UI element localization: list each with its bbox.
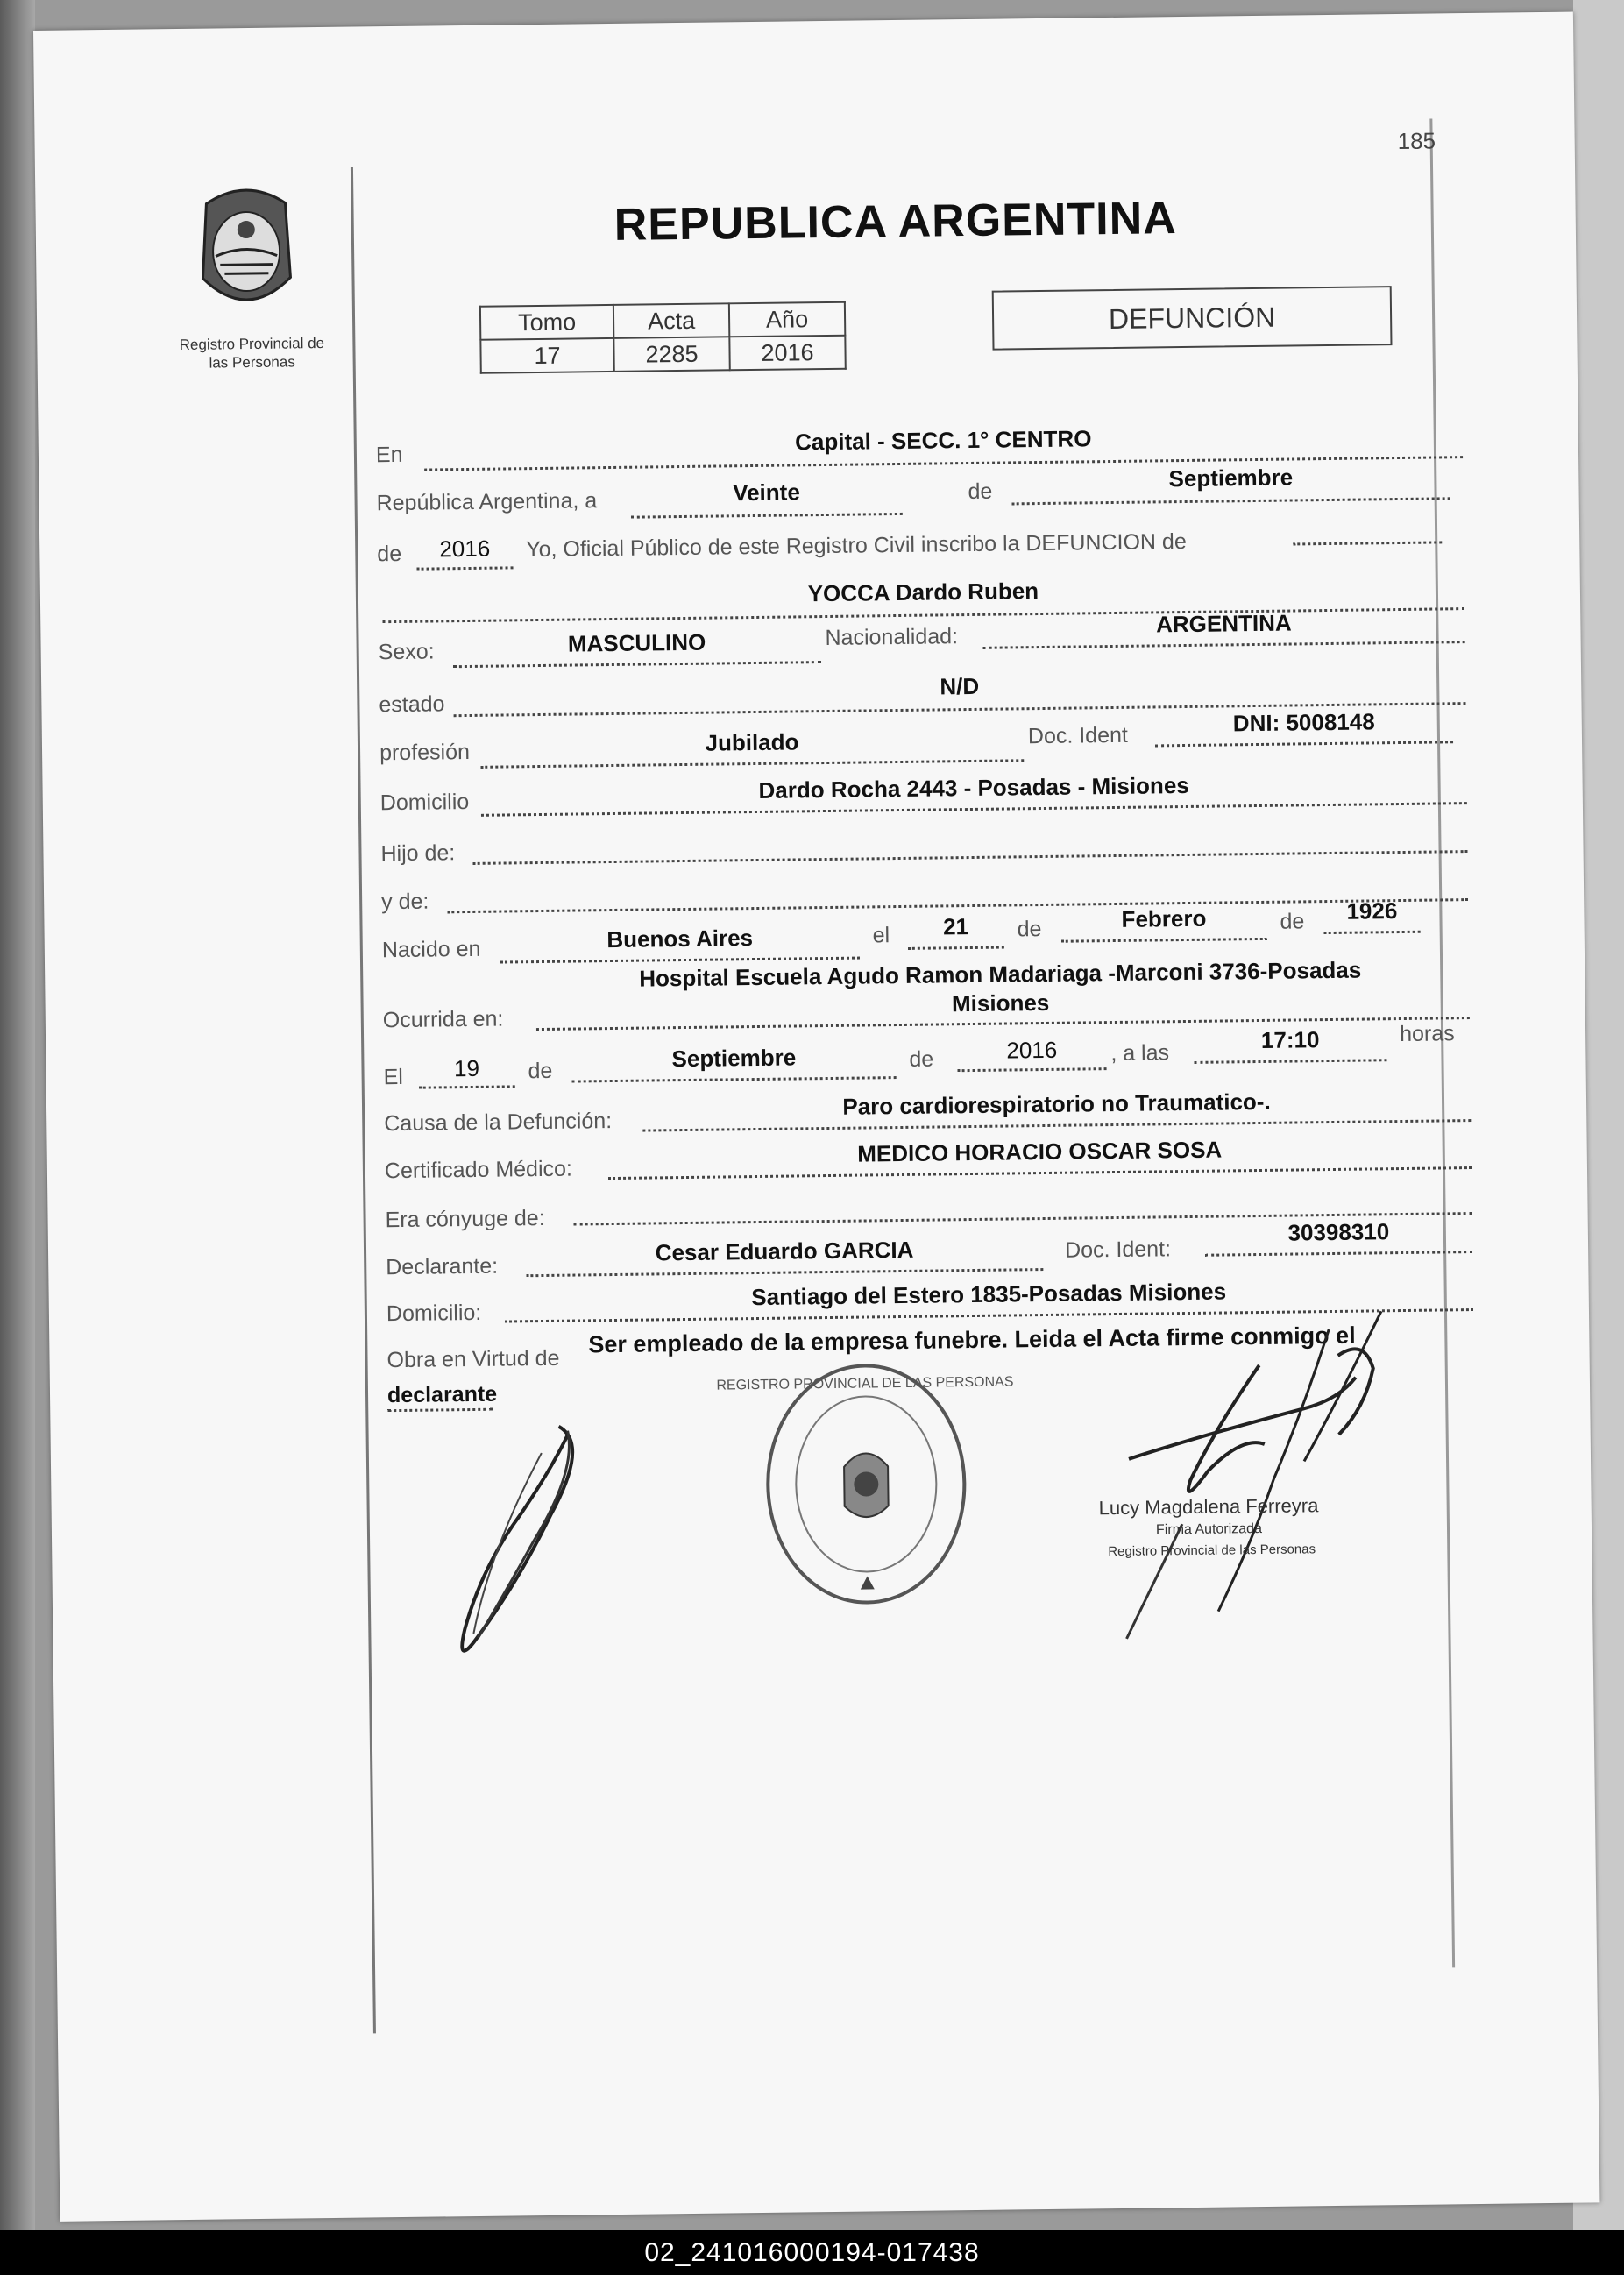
value-profesion: Jubilado (705, 728, 799, 756)
label-domicilio: Domicilio (379, 789, 470, 816)
value-def-anio: 2016 (1006, 1036, 1058, 1064)
margin-line-left (351, 167, 376, 2034)
dotted-line (1194, 1059, 1386, 1064)
value-declarante-doc: 30398310 (1287, 1218, 1390, 1246)
registry-caption (151, 334, 352, 373)
label-nacionalidad: Nacionalidad: (825, 624, 959, 651)
dotted-line (1293, 541, 1442, 545)
dotted-line (480, 759, 1024, 769)
label-doc-ident: Doc. Ident (1027, 722, 1129, 749)
tomo-header: Tomo (480, 305, 613, 340)
dotted-line (447, 898, 1468, 913)
label-el: El (383, 1064, 404, 1090)
label-horas: horas (1399, 1021, 1455, 1047)
label-certificado: Certificado Médico: (384, 1156, 573, 1184)
record-type-box: DEFUNCIÓN (992, 286, 1393, 351)
dotted-line (572, 1076, 897, 1083)
label-de: de (528, 1058, 553, 1084)
dotted-line (453, 661, 821, 668)
label-de: de (1017, 917, 1042, 942)
registry-line-2: las Personas (209, 353, 295, 372)
registry-line-1: Registro Provincial de (179, 334, 325, 353)
label-y-de: y de: (381, 889, 429, 915)
label-ocurrida-en: Ocurrida en: (382, 1006, 504, 1033)
official-signature (1074, 1301, 1447, 1661)
value-obra-end: declarante (386, 1381, 498, 1408)
anio-header: Año (729, 302, 845, 337)
dotted-line (908, 946, 1004, 950)
value-nombre: YOCCA Dardo Ruben (807, 578, 1039, 607)
label-el: el (872, 923, 890, 948)
label-republica: República Argentina, a (376, 488, 598, 516)
label-conyuge: Era cónyuge de: (385, 1205, 545, 1233)
official-seal-stamp (716, 1351, 1014, 1621)
label-sexo: Sexo: (378, 639, 435, 665)
value-ocurrida-linea-1: Hospital Escuela Agudo Ramon Madariaga -Marconi 3736-Posadas (639, 956, 1362, 992)
label-nacido-en: Nacido en (381, 936, 481, 963)
anio-value: 2016 (729, 336, 845, 371)
value-def-hora: 17:10 (1260, 1026, 1320, 1053)
acta-value: 2285 (613, 337, 729, 372)
scan-edge-left (0, 0, 35, 2230)
value-mes: Septiembre (1168, 464, 1294, 493)
value-estado: N/D (940, 672, 980, 700)
certificate-page (33, 12, 1599, 2222)
value-nacionalidad: ARGENTINA (1155, 609, 1292, 638)
declarant-signature (436, 1417, 613, 1669)
label-de: de (909, 1046, 934, 1072)
value-certificado: MEDICO HORACIO OSCAR SOSA (857, 1136, 1223, 1167)
value-declarante: Cesar Eduardo GARCIA (655, 1236, 914, 1266)
value-sexo: MASCULINO (567, 628, 706, 657)
document-title: REPUBLICA ARGENTINA (613, 193, 1178, 251)
label-causa: Causa de la Defunción: (384, 1109, 613, 1137)
value-causa: Paro cardiorespiratorio no Traumatico-. (842, 1088, 1271, 1120)
label-a-las: , a las (1110, 1040, 1170, 1067)
label-de: de (1280, 909, 1305, 934)
dotted-line (1012, 497, 1450, 505)
dotted-line (387, 1408, 493, 1412)
label-declarante: Declarante: (386, 1253, 499, 1280)
acta-header: Acta (613, 303, 729, 338)
dotted-line (1155, 741, 1453, 747)
value-ocurrida-linea-2: Misiones (951, 989, 1050, 1017)
dotted-line (958, 1067, 1107, 1072)
value-domicilio: Dardo Rocha 2443 - Posadas - Misiones (758, 771, 1189, 804)
label-estado: estado (379, 691, 445, 718)
dotted-line (419, 1085, 515, 1088)
value-def-dia: 19 (453, 1054, 480, 1082)
value-dni: DNI: 5008148 (1232, 708, 1375, 737)
value-nacido-mes: Febrero (1121, 904, 1207, 932)
official-name: Lucy Magdalena Ferreyra (1098, 1494, 1319, 1520)
dotted-line (417, 566, 514, 570)
value-def-mes: Septiembre (671, 1044, 797, 1073)
label-en: En (375, 442, 403, 468)
label-profesion: profesión (379, 739, 471, 766)
page-number: 185 (1397, 127, 1436, 154)
label-hijo-de: Hijo de: (380, 840, 456, 867)
misiones-crest-icon (180, 181, 313, 327)
dotted-line (1205, 1251, 1472, 1257)
record-table (479, 301, 847, 374)
official-role: Firma Autorizada (1155, 1521, 1263, 1538)
value-obra: Ser empleado de la empresa funebre. Leida el Acta firme conmigo el (588, 1322, 1356, 1358)
dotted-line (631, 513, 903, 519)
label-doc-ident: Doc. Ident: (1064, 1237, 1172, 1263)
dotted-line (1061, 938, 1267, 943)
value-dia: Veinte (733, 478, 800, 507)
official-office: Registro Provincial de las Personas (1108, 1541, 1316, 1560)
dotted-line (473, 850, 1468, 865)
label-obra: Obra en Virtud de (386, 1345, 560, 1373)
dotted-line (983, 641, 1465, 649)
value-lugar: Capital - SECC. 1° CENTRO (794, 425, 1092, 456)
value-nacido-lugar: Buenos Aires (606, 925, 754, 953)
value-declarante-domicilio: Santiago del Estero 1835-Posadas Misiones (751, 1278, 1227, 1311)
value-nacido-dia: 21 (942, 913, 969, 940)
label-de: de (377, 541, 402, 567)
dotted-line (1324, 931, 1421, 934)
scan-id-bar: 02_241016000194-017438 (0, 2230, 1624, 2275)
stamp-text: REGISTRO PROVINCIAL DE LAS PERSONAS (716, 1374, 1014, 1393)
dotted-line (526, 1268, 1043, 1277)
tomo-value: 17 (480, 338, 613, 373)
label-de: de (968, 478, 993, 505)
value-nacido-anio: 1926 (1346, 897, 1398, 925)
label-yo: Yo, Oficial Público de este Registro Civil inscribo la DEFUNCION de (526, 528, 1187, 563)
value-anio: 2016 (439, 535, 491, 563)
label-domicilio-declarante: Domicilio: (386, 1300, 482, 1327)
